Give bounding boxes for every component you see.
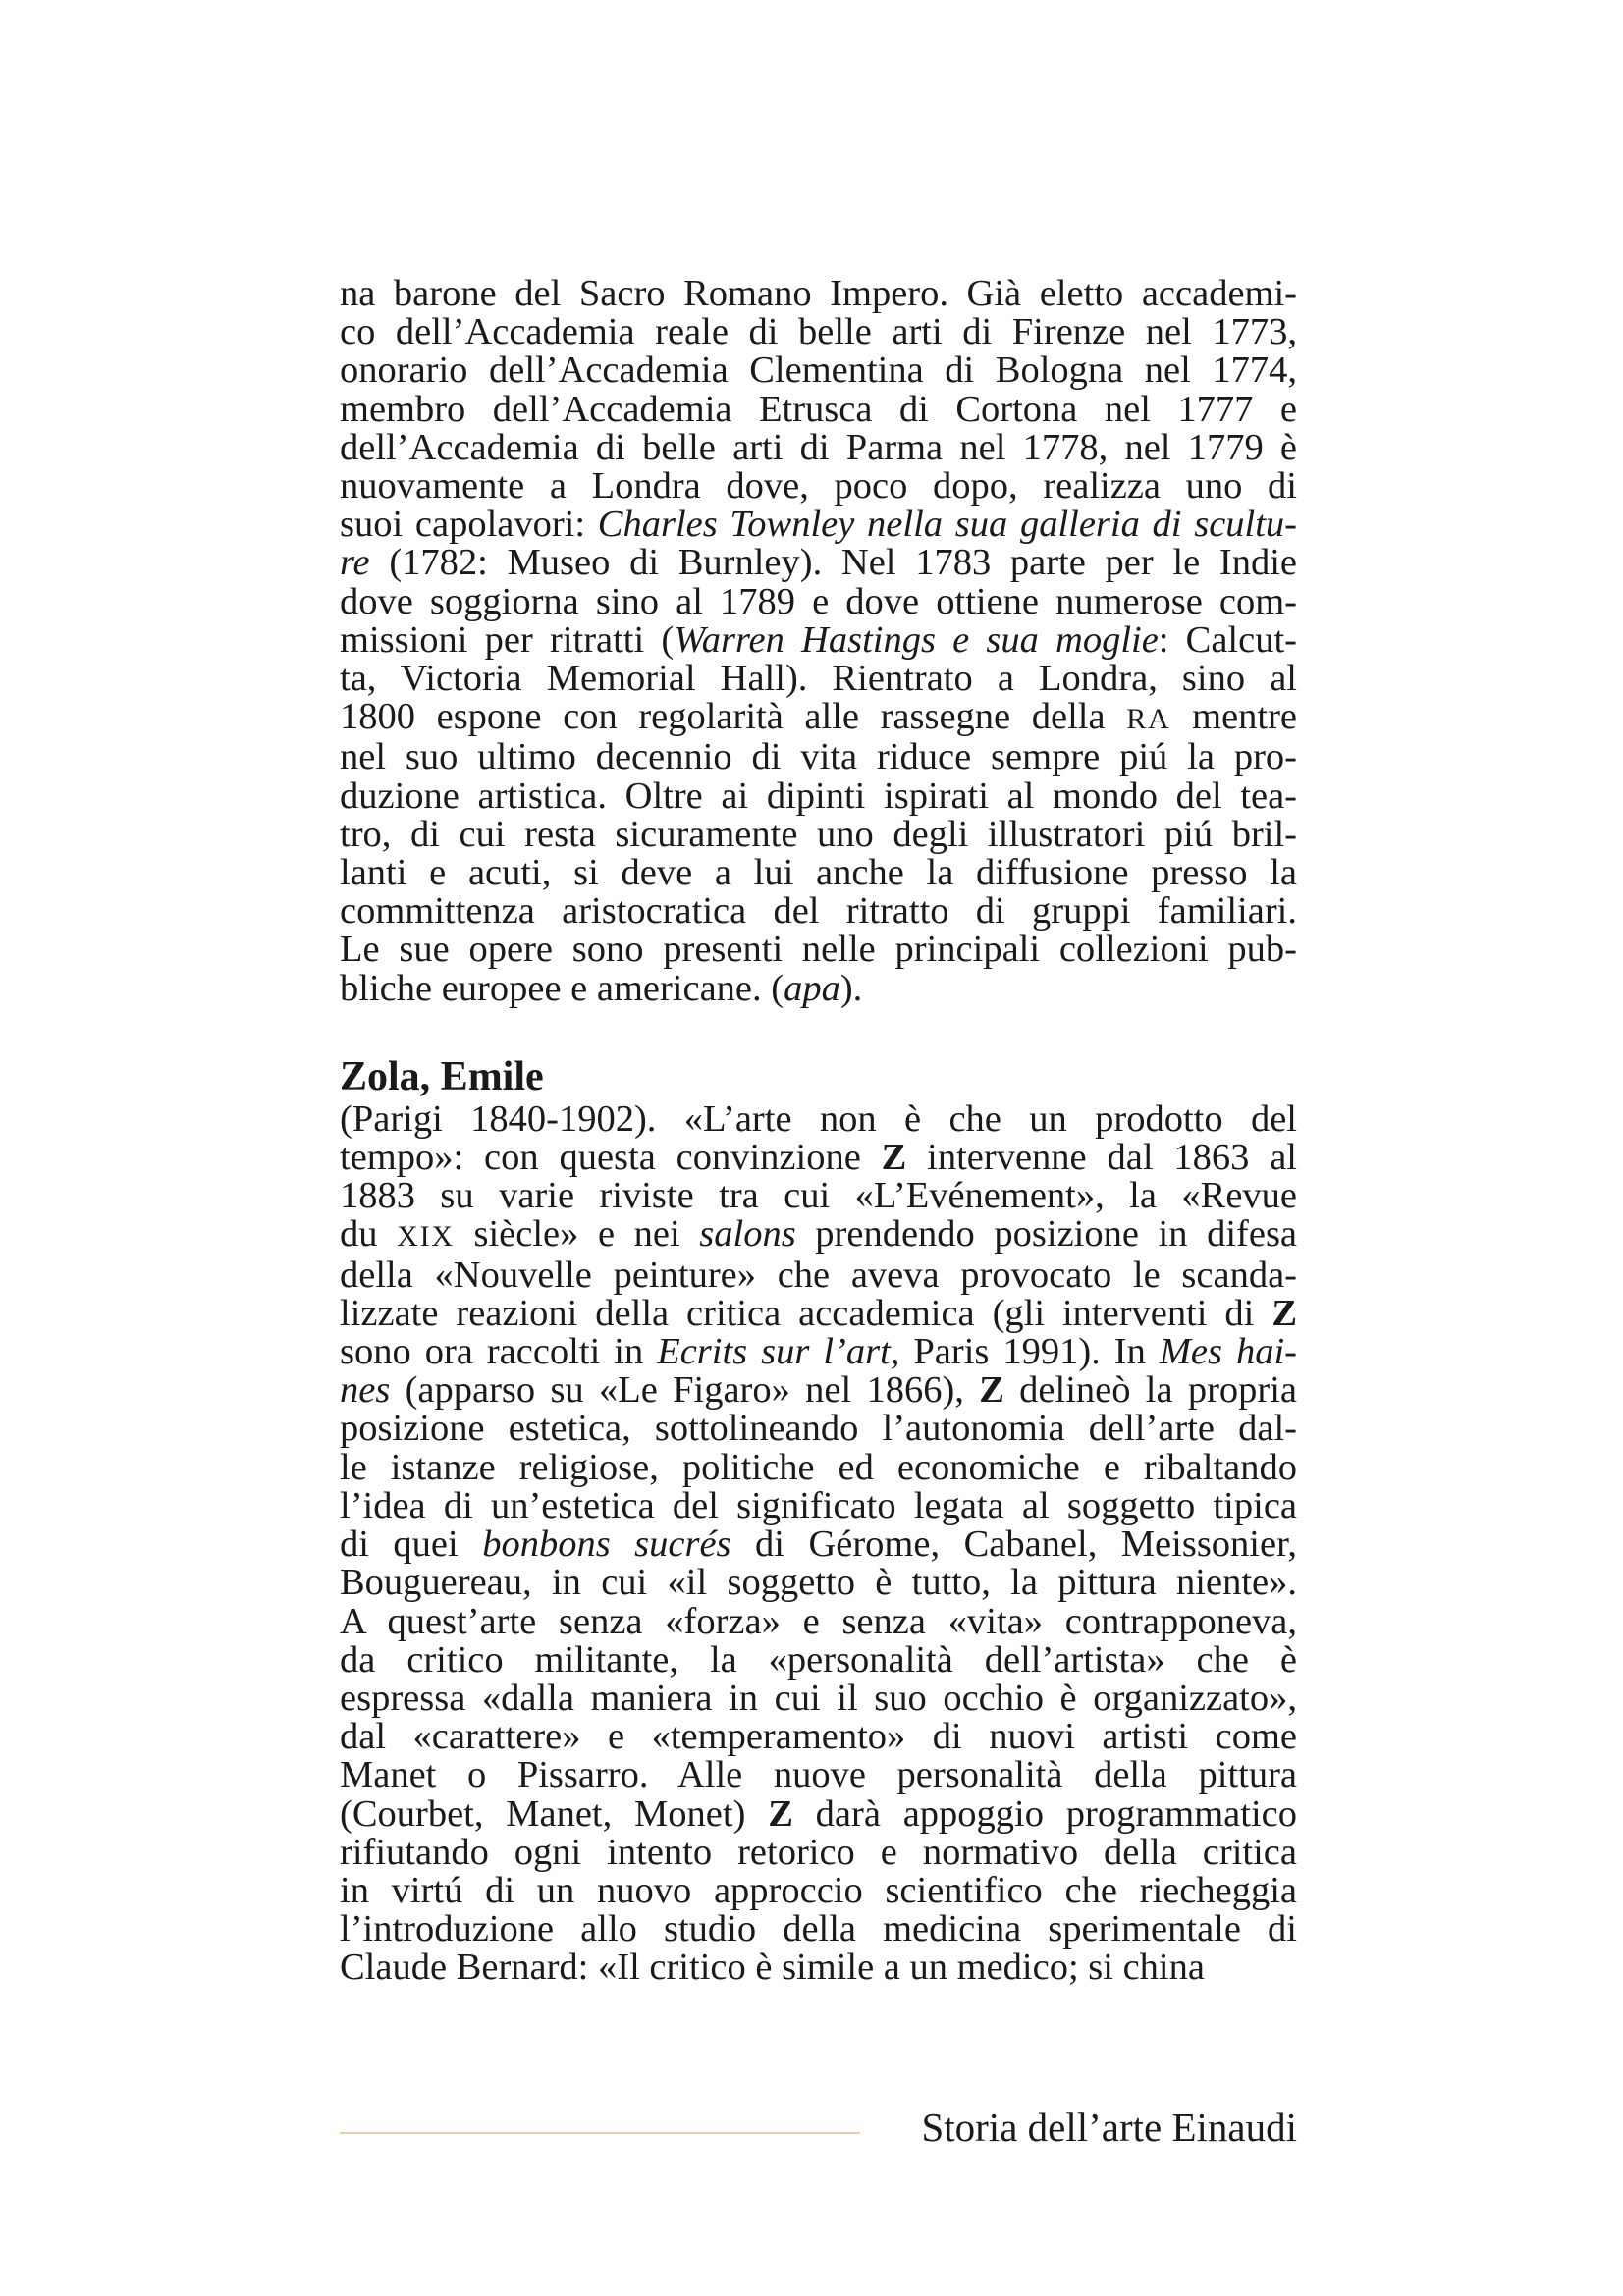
text-line: Le sue opere sono presenti nelle principali collezioni pub- (340, 929, 1297, 971)
text-line: lanti e acuti, si deve a lui anche la diffusione presso la (340, 852, 1297, 894)
text-line: Claude Bernard: «Il critico è simile a un medico; si china (340, 1947, 1205, 1989)
text-line: A quest’arte senza «forza» e senza «vita» contrapponeva, (340, 1600, 1297, 1642)
text-line: membro dell’Accademia Etrusca di Cortona nel 1777 e (340, 388, 1297, 430)
text-line: nes (apparso su «Le Figaro» nel 1866), Z delineò la propria (340, 1369, 1297, 1412)
text-line: sono ora raccolti in Ecrits sur l’art, Paris 1991). In Mes hai- (340, 1331, 1297, 1373)
text-line: suoi capolavori: Charles Townley nella sua galleria di scultu- (340, 504, 1297, 546)
text-line: co dell’Accademia reale di belle arti di Firenze nel 1773, (340, 311, 1297, 353)
text-line: le istanze religiose, politiche ed economiche e ribaltando (340, 1446, 1297, 1488)
text-line: na barone del Sacro Romano Impero. Già eletto accademi- (340, 273, 1297, 314)
text-line: re (1782: Museo di Burnley). Nel 1783 parte per le Indie (340, 542, 1297, 584)
page-footer (340, 2103, 1297, 2154)
text-line: du XIX siècle» e nei salons prendendo posizione in difesa (340, 1213, 1298, 1255)
text-line: committenza aristocratica del ritratto di gruppi familiari. (340, 890, 1297, 933)
text-line: tro, di cui resta sicuramente uno degli illustratori piú bril- (340, 813, 1297, 855)
text-line: da critico militante, la «personalità dell’artista» che è (340, 1638, 1297, 1681)
text-line: l’idea di un’estetica del significato legata al soggetto tipica (340, 1484, 1297, 1526)
text-line: Manet o Pissarro. Alle nuove personalità della pittura (340, 1754, 1297, 1796)
text-line: duzione artistica. Oltre ai dipinti ispirati al mondo del tea- (340, 774, 1297, 817)
footer-book-title: Storia dell’arte Einaudi (921, 2105, 1297, 2150)
text-line: l’introduzione allo studio della medicina sperimentale di (340, 1908, 1297, 1950)
previous-entry-continuation (340, 275, 1297, 1008)
text-line: rifiutando ogni intento retorico e normativo della critica (340, 1831, 1297, 1873)
text-line: tempo»: con questa convinzione Z intervenne dal 1863 al (340, 1137, 1297, 1179)
text-line: in virtú di un nuovo approccio scientifico che riecheggia (340, 1869, 1297, 1911)
text-line: ta, Victoria Memorial Hall). Rientrato a Londra, sino al (340, 658, 1297, 700)
entry-body (340, 1097, 1298, 1989)
text-line: della «Nouvelle peinture» che aveva provocato le scanda- (340, 1254, 1297, 1296)
text-line: dal «carattere» e «temperamento» di nuovi artisti come (340, 1716, 1297, 1758)
footer-rule (340, 2132, 860, 2134)
text-line: dove soggiorna sino al 1789 e dove ottiene numerose com- (340, 580, 1297, 622)
text-line: onorario dell’Accademia Clementina di Bologna nel 1774, (340, 349, 1297, 392)
entry-heading: Zola, Emile (340, 1053, 544, 1099)
text-line: espressa «dalla maniera in cui il suo occhio è organizzato», (340, 1677, 1297, 1719)
text-line: (Courbet, Manet, Monet) Z darà appoggio programmatico (340, 1792, 1297, 1835)
text-line: (Parigi 1840-1902). «L’arte non è che un prodotto del (340, 1097, 1297, 1140)
text-line: posizione estetica, sottolineando l’autonomia dell’arte dal- (340, 1408, 1297, 1450)
text-line: dell’Accademia di belle arti di Parma nel 1778, nel 1779 è (340, 426, 1297, 468)
text-line: missioni per ritratti (Warren Hastings e sua moglie: Calcut- (340, 618, 1297, 661)
text-line: lizzate reazioni della critica accademica (gli interventi di Z (340, 1292, 1297, 1334)
text-line: di quei bonbons sucrés di Gérome, Cabanel, Meissonier, (340, 1523, 1297, 1566)
text-line: Bouguereau, in cui «il soggetto è tutto, la pittura niente». (340, 1562, 1297, 1604)
text-line: nuovamente a Londra dove, poco dopo, realizza uno di (340, 465, 1297, 507)
text-line: 1800 espone con regolarità alle rassegne della RA mentre (340, 696, 1297, 738)
page-content (340, 275, 1297, 1988)
text-line: 1883 su varie riviste tra cui «L’Evénement», la «Revue (340, 1175, 1297, 1217)
text-line: nel suo ultimo decennio di vita riduce sempre piú la pro- (340, 736, 1297, 778)
text-line: bliche europee e americane. (apa). (340, 967, 863, 1009)
